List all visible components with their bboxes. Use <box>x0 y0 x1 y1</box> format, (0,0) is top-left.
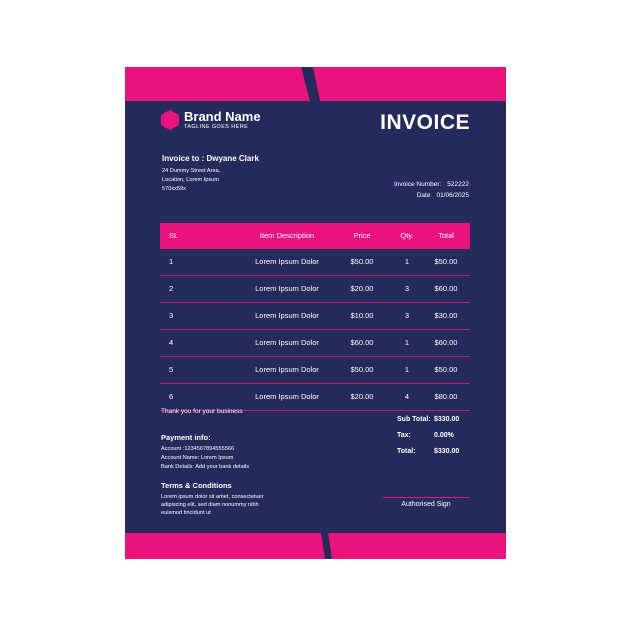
cell-price: $20.00 <box>350 392 374 401</box>
cell-total: $50.00 <box>434 257 458 266</box>
top-accent-band <box>125 67 506 103</box>
invoice-date: 01/06/2025 <box>436 192 469 199</box>
address-line-3: 570xx59x <box>162 186 186 192</box>
payment-account: Account :1234567894555566 <box>161 446 235 452</box>
invoice-title: INVOICE <box>380 111 470 134</box>
tax-label: Tax: <box>397 432 411 439</box>
cell-total: $60.00 <box>434 338 458 347</box>
cell-qty: 1 <box>404 257 410 266</box>
table-row <box>160 303 470 330</box>
cell-price: $50.00 <box>350 365 374 374</box>
brand-logo <box>161 110 261 130</box>
table-row <box>160 249 470 276</box>
cell-description: Lorem Ipsum Dolor <box>255 284 319 293</box>
header-description: Item Description <box>259 231 315 240</box>
header-sl: SL <box>169 231 179 240</box>
address-line-2: Location, Lorem Ipsum <box>162 177 219 183</box>
cell-qty: 1 <box>404 338 410 347</box>
cell-price: $50.00 <box>350 257 374 266</box>
terms-title: Terms & Conditions <box>161 481 232 490</box>
invoice-document <box>125 67 506 559</box>
cell-sl: 2 <box>169 284 174 293</box>
cell-description: Lorem Ipsum Dolor <box>255 338 319 347</box>
header-total: Total <box>438 231 454 240</box>
total-label: Total: <box>397 448 416 455</box>
cell-description: Lorem Ipsum Dolor <box>255 365 319 374</box>
cell-total: $80.00 <box>434 392 458 401</box>
invoice-number: 522222 <box>447 181 469 188</box>
cell-total: $50.00 <box>434 365 458 374</box>
signature-line <box>383 497 469 498</box>
signature-label: Authorised Sign <box>401 501 451 508</box>
cell-price: $10.00 <box>350 311 374 320</box>
header-price: Price <box>353 231 371 240</box>
cell-description: Lorem Ipsum Dolor <box>255 257 319 266</box>
cell-qty: 1 <box>404 365 410 374</box>
payment-bank-details: Bank Details: Add your bank details <box>161 464 249 470</box>
cell-sl: 4 <box>169 338 174 347</box>
cell-qty: 3 <box>404 311 410 320</box>
table-row <box>160 357 470 384</box>
cell-sl: 6 <box>169 392 174 401</box>
terms-text: Lorem ipsum dolor sit amet, consectetuer adipiscing elit, sed diam nonummy nibh euismod tincidunt ut <box>161 494 264 516</box>
invoice-number-label: Invoice Number: <box>393 181 442 188</box>
bottom-accent-band <box>125 533 506 559</box>
table-row <box>160 384 470 411</box>
totals-block <box>397 412 459 460</box>
cell-sl: 3 <box>169 311 174 320</box>
bill-to-block <box>162 154 259 194</box>
invoice-meta <box>394 179 469 201</box>
bill-to-name: Invoice to : Dwyane Clark <box>162 154 259 163</box>
cell-total: $30.00 <box>434 311 458 320</box>
brand-name: Brand Name <box>184 109 261 124</box>
total-value: $330.00 <box>434 448 460 455</box>
table-row <box>160 276 470 303</box>
date-label: Date <box>416 192 431 199</box>
table-header <box>160 223 470 249</box>
address-line-1: 24 Dummy Street Area, <box>162 168 221 174</box>
thank-you-note: Thank you for your business <box>161 408 243 415</box>
table-body <box>160 249 470 411</box>
terms-conditions <box>161 481 271 517</box>
cell-total: $60.00 <box>434 284 458 293</box>
subtotal-label: Sub Total: <box>397 416 431 423</box>
tax-value: 0.00% <box>434 432 454 439</box>
cell-qty: 4 <box>404 392 410 401</box>
subtotal-value: $330.00 <box>434 416 460 423</box>
cell-sl: 1 <box>169 257 174 266</box>
payment-info <box>161 433 249 472</box>
cell-sl: 5 <box>169 365 174 374</box>
payment-account-name: Account Name: Lorem Ipsum <box>161 455 234 461</box>
cell-qty: 3 <box>404 284 410 293</box>
cell-price: $60.00 <box>350 338 374 347</box>
cell-description: Lorem Ipsum Dolor <box>255 311 319 320</box>
brand-tagline: TAGLINE GOES HERE <box>184 124 249 130</box>
header-qty: Qty. <box>400 231 414 240</box>
table-row <box>160 330 470 357</box>
cell-price: $20.00 <box>350 284 374 293</box>
cell-description: Lorem Ipsum Dolor <box>255 392 319 401</box>
payment-title: Payment info: <box>161 433 211 442</box>
hexagon-icon <box>161 110 179 130</box>
